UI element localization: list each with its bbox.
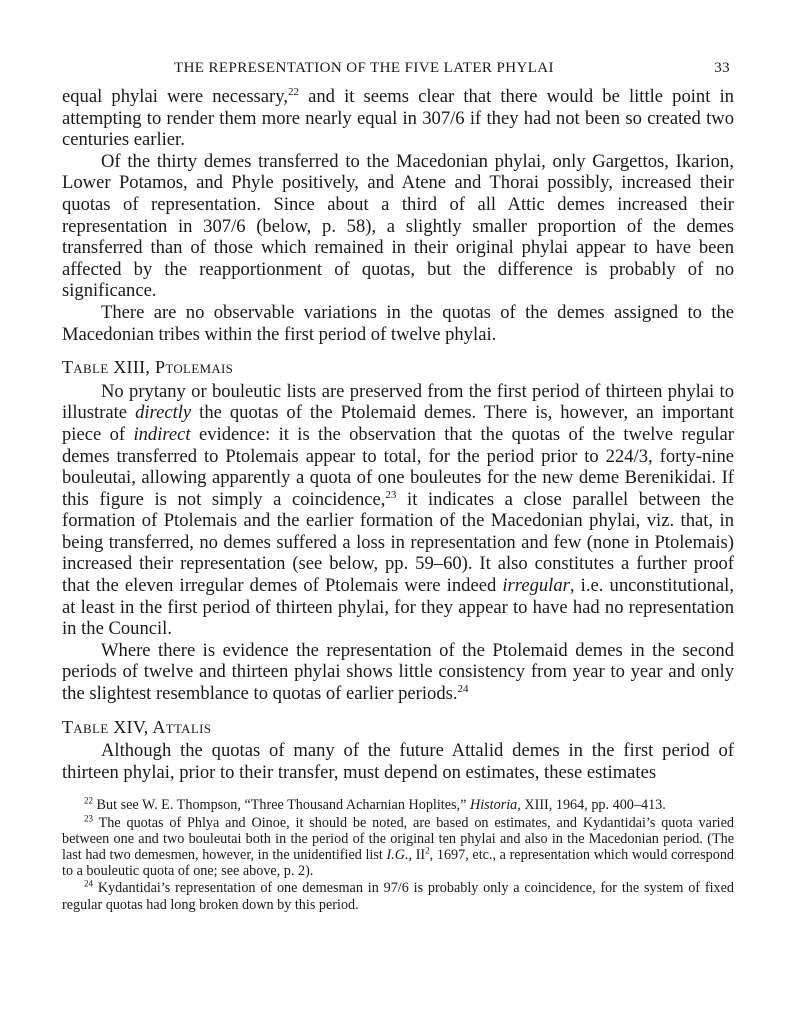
footnotes	[62, 797, 734, 912]
text-run: equal phylai were necessary,	[62, 86, 288, 107]
text-run: evidence: it is the observation that the quotas of the twelve regular demes transferred to Ptolemais appear to total, for the period prior to 224/3, forty-nine bouleutai, allowing apparently a quota of one bouleutes for the new deme Berenikidai. If this figure is not simply a coincidence,	[62, 423, 734, 510]
footnote-23	[62, 812, 735, 880]
text-run: XIII, 1964, pp. 400–413.	[520, 797, 666, 814]
emphasis: I.G.,	[386, 847, 413, 864]
text-run: But see W. E. Thompson, “Three Thousand Acharnian Hoplites,”	[93, 797, 470, 814]
footnote-ref-23: 23	[385, 488, 397, 501]
text-run: it indicates a close parallel between the formation of Ptolemais and the earlier formation of the Macedonian phylai, viz. that, in being transferred, no demes suffered a loss in representation and few (none in Ptolemais) increased their representation (see below, pp. 59–60). It also constitutes a further proof that the eleven irregular demes of Ptolemais were indeed	[62, 488, 734, 597]
paragraph-6: Although the quotas of many of the future Attalid demes in the first period of thirteen phylai, prior to their transfer, must depend on estimates, these estimates	[62, 740, 734, 783]
text-run: , 1697, etc., a representation which would correspond to a bouleutic quota of one; see above, p. 2).	[62, 847, 735, 880]
text-run: II	[412, 847, 426, 864]
footnote-ref-22: 22	[287, 85, 299, 98]
text-run: , i.e. unconstitutional, at least in the first period of thirteen phylai, for they appear to have had no representation in the Council.	[62, 575, 734, 640]
footnote-22	[62, 797, 734, 813]
footnote-24	[62, 880, 734, 912]
paragraph-2: Of the thirty demes transferred to the Macedonian phylai, only Gargettos, Ikarion, Lower Potamos, and Phyle positively, and Atene and Thorai possibly, increased their quotas of representation. Since about a third of all Attic demes increased their representation in 307/6 (below, p. 58), a slightly smaller proportion of the demes transferred than of those which remained in their original phylai appear to have been affected by the reapportionment of quotas, but the difference is probably of no significance.	[62, 150, 734, 302]
paragraph-4	[62, 381, 734, 640]
emphasis: Historia,	[469, 797, 521, 814]
emphasis: indirect	[133, 423, 191, 445]
emphasis: directly	[135, 402, 192, 424]
text-run: Where there is evidence the representation of the Ptolemaid demes in the second periods of twelve and thirteen phylai shows little consistency from year to year and only the slightest resemblance to quotas of earlier periods.	[62, 639, 734, 705]
footnote-number: 23	[84, 812, 93, 823]
text-run: the quotas of the Ptolemaid demes. There is, however, an important piece of	[62, 402, 734, 445]
footnote-number: 24	[84, 878, 93, 889]
paragraph-3: There are no observable variations in the quotas of the demes assigned to the Macedonian tribes within the first period of twelve phylai.	[62, 301, 734, 345]
section-heading-ptolemais: Table XIII, Ptolemais	[62, 357, 234, 378]
text-run: Kydantidai’s representation of one demesman in 97/6 is probably only a coincidence, for the system of fixed regular quotas had long broken down by this period.	[62, 880, 734, 913]
paragraph-1	[62, 86, 734, 151]
page-number: 33	[714, 60, 730, 76]
running-head	[62, 56, 734, 86]
text-run: The quotas of Phlya and Oinoe, it should be noted, are based on estimates, and Kydantidai’s quota varied between one and two bouleutai both in the period of the original ten phylai and also in the Macedonian period. (The last had two demesmen, however, in the unidentified list	[62, 814, 734, 864]
body-text	[62, 86, 734, 783]
text-run: No prytany or bouleutic lists are preserved from the first period of thirteen phylai to illustrate	[62, 380, 734, 424]
paragraph-5	[62, 640, 734, 705]
emphasis: irregular	[502, 575, 570, 597]
running-title: THE REPRESENTATION OF THE FIVE LATER PHYLAI	[174, 60, 554, 76]
text-run: and it seems clear that there would be little point in attempting to render them more nearly equal in 307/6 if they had not been so created two centuries earlier.	[62, 86, 734, 151]
superscript: 2	[425, 845, 430, 856]
section-heading-attalis: Table XIV, Attalis	[62, 716, 212, 737]
footnote-number: 22	[84, 795, 93, 806]
page	[62, 56, 734, 914]
footnote-ref-24: 24	[457, 682, 469, 695]
